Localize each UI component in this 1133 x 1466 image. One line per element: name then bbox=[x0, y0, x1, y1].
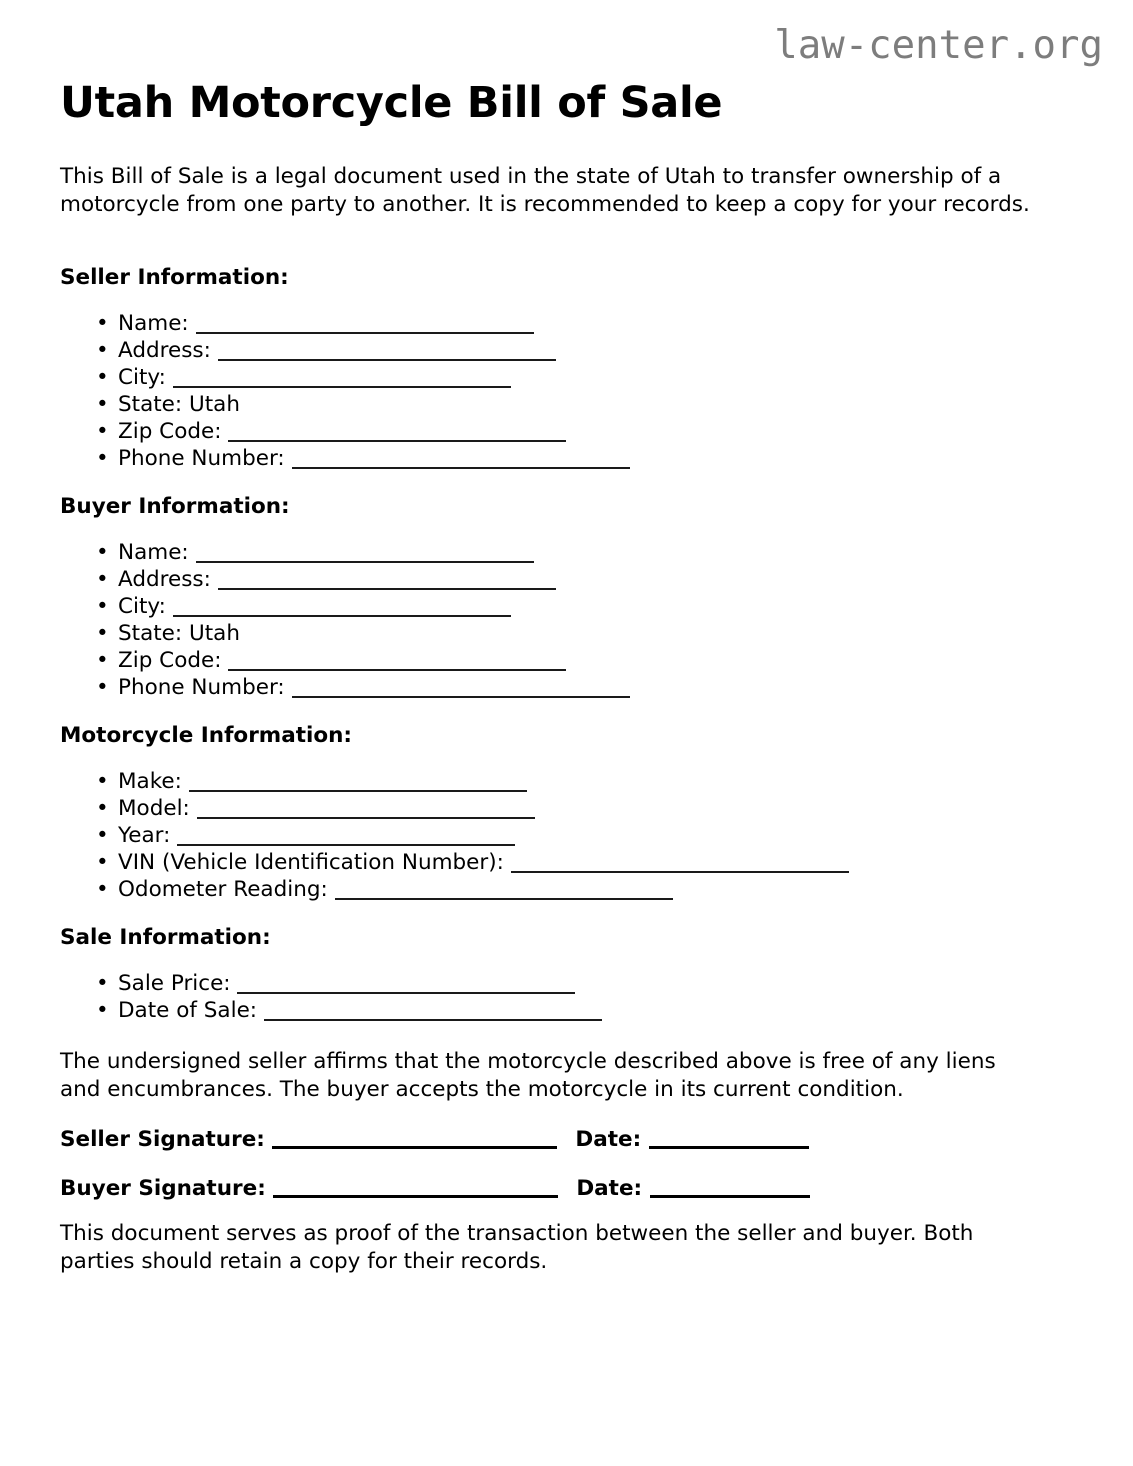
form-field-row bbox=[60, 566, 1040, 593]
date-label: Date: bbox=[575, 1127, 642, 1152]
form-field-value: Utah bbox=[182, 392, 240, 417]
affirmation-paragraph: The undersigned seller affirms that the motorcycle described above is free of any liens and encumbrances. The buyer accepts the motorcycle in its current condition. bbox=[60, 1049, 996, 1102]
date-blank-line[interactable] bbox=[650, 1195, 810, 1198]
form-field-label: City: bbox=[118, 594, 166, 619]
page-title: Utah Motorcycle Bill of Sale bbox=[60, 78, 723, 128]
form-field-blank-line[interactable] bbox=[228, 669, 566, 671]
form-field-label: Address: bbox=[118, 338, 211, 363]
form-field-label: Zip Code: bbox=[118, 419, 222, 444]
site-watermark: law-center.org bbox=[774, 23, 1103, 68]
form-field-row bbox=[60, 795, 1040, 822]
form-field-label: VIN (Vehicle Identification Number): bbox=[118, 850, 504, 875]
motorcycle-field-list bbox=[60, 768, 1040, 903]
intro-paragraph: This Bill of Sale is a legal document used in the state of Utah to transfer ownership of a motorcycle from one party to another. It is recommended to keep a copy for your records. bbox=[60, 164, 1030, 217]
form-field-label: Address: bbox=[118, 567, 211, 592]
sale-field-list bbox=[60, 970, 1040, 1024]
form-field-blank-line[interactable] bbox=[173, 615, 511, 617]
form-field-row bbox=[60, 674, 1040, 701]
form-field-row bbox=[60, 647, 1040, 674]
form-field-label: Odometer Reading: bbox=[118, 877, 328, 902]
form-field-label: Make: bbox=[118, 769, 182, 794]
form-field-label: State: bbox=[118, 392, 183, 417]
form-field-label: City: bbox=[118, 365, 166, 390]
form-field-blank-line[interactable] bbox=[177, 844, 515, 846]
closing-paragraph: This document serves as proof of the transaction between the seller and buyer. Both parties should retain a copy for their records. bbox=[60, 1221, 974, 1274]
form-field-row bbox=[60, 445, 1040, 472]
date-blank-line[interactable] bbox=[649, 1146, 809, 1149]
form-field-row bbox=[60, 768, 1040, 795]
signature-label: Seller Signature: bbox=[60, 1127, 265, 1152]
form-field-label: Zip Code: bbox=[118, 648, 222, 673]
form-field-row bbox=[60, 849, 1040, 876]
form-field-blank-line[interactable] bbox=[292, 467, 630, 469]
form-field-row bbox=[60, 997, 1040, 1024]
form-field-blank-line[interactable] bbox=[228, 440, 566, 442]
buyer-signature-row bbox=[60, 1176, 810, 1202]
form-field-row bbox=[60, 391, 1040, 418]
form-field-value: Utah bbox=[182, 621, 240, 646]
form-field-blank-line[interactable] bbox=[511, 871, 849, 873]
form-field-label: Date of Sale: bbox=[118, 998, 258, 1023]
form-field-blank-line[interactable] bbox=[173, 386, 511, 388]
section-heading-sale: Sale Information: bbox=[60, 925, 271, 950]
form-field-label: Sale Price: bbox=[118, 971, 231, 996]
form-field-blank-line[interactable] bbox=[189, 790, 527, 792]
form-field-row bbox=[60, 310, 1040, 337]
form-field-blank-line[interactable] bbox=[218, 359, 556, 361]
form-field-row bbox=[60, 822, 1040, 849]
signature-label: Buyer Signature: bbox=[60, 1176, 266, 1201]
date-label: Date: bbox=[576, 1176, 643, 1201]
form-field-blank-line[interactable] bbox=[196, 561, 534, 563]
form-field-blank-line[interactable] bbox=[335, 898, 673, 900]
form-field-blank-line[interactable] bbox=[197, 817, 535, 819]
form-field-label: State: bbox=[118, 621, 183, 646]
signature-blank-line[interactable] bbox=[272, 1146, 557, 1149]
form-field-blank-line[interactable] bbox=[292, 696, 630, 698]
section-heading-buyer: Buyer Information: bbox=[60, 494, 290, 519]
form-field-label: Phone Number: bbox=[118, 675, 285, 700]
buyer-field-list bbox=[60, 539, 1040, 701]
form-field-row bbox=[60, 593, 1040, 620]
form-field-row bbox=[60, 970, 1040, 997]
form-field-label: Name: bbox=[118, 540, 189, 565]
signature-blank-line[interactable] bbox=[273, 1195, 558, 1198]
form-field-blank-line[interactable] bbox=[264, 1019, 602, 1021]
form-field-row bbox=[60, 364, 1040, 391]
section-heading-motorcycle: Motorcycle Information: bbox=[60, 723, 353, 748]
form-field-row bbox=[60, 539, 1040, 566]
form-field-label: Phone Number: bbox=[118, 446, 285, 471]
form-field-row bbox=[60, 418, 1040, 445]
form-field-row bbox=[60, 337, 1040, 364]
form-field-blank-line[interactable] bbox=[218, 588, 556, 590]
form-field-label: Year: bbox=[118, 823, 171, 848]
form-field-label: Model: bbox=[118, 796, 190, 821]
form-field-blank-line[interactable] bbox=[237, 992, 575, 994]
form-field-row bbox=[60, 876, 1040, 903]
section-heading-seller: Seller Information: bbox=[60, 265, 289, 290]
form-field-row bbox=[60, 620, 1040, 647]
seller-field-list bbox=[60, 310, 1040, 472]
seller-signature-row bbox=[60, 1127, 809, 1153]
form-field-label: Name: bbox=[118, 311, 189, 336]
form-field-blank-line[interactable] bbox=[196, 332, 534, 334]
